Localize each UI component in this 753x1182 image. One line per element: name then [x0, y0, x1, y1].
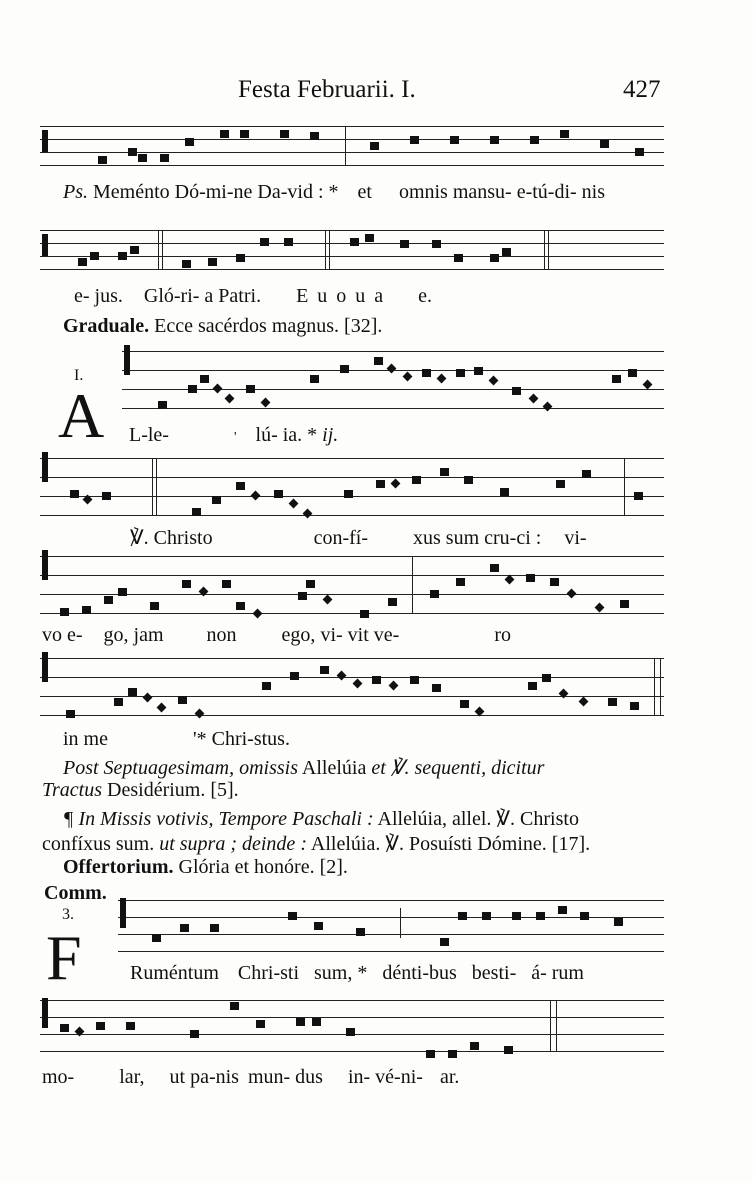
- neume-note: [450, 136, 459, 144]
- neume-diamond: [303, 509, 313, 519]
- neume-diamond: [213, 384, 223, 394]
- neume-note: [98, 156, 107, 164]
- neume-note: [126, 1022, 135, 1030]
- neume-note: [190, 1030, 199, 1038]
- neume-diamond: [387, 364, 397, 374]
- music-staff-3: [122, 345, 664, 411]
- neume-note: [118, 588, 127, 596]
- neume-note: [128, 688, 137, 696]
- neume-note: [104, 596, 113, 604]
- music-staff-2: [40, 230, 664, 270]
- neume-diamond: [389, 681, 399, 691]
- neume-note: [474, 367, 483, 375]
- neume-note: [350, 238, 359, 246]
- communio-initial: F: [46, 922, 82, 993]
- neume-note: [306, 580, 315, 588]
- staff-line: [40, 230, 664, 231]
- neume-note: [114, 698, 123, 706]
- neume-note: [60, 1024, 69, 1032]
- bar-line: [660, 658, 661, 716]
- neume-note: [260, 238, 269, 246]
- music-staff-1: [40, 126, 664, 166]
- neume-note: [454, 254, 463, 262]
- staff-line: [122, 408, 664, 409]
- neume-note: [182, 260, 191, 268]
- neume-note: [410, 136, 419, 144]
- neume-note: [614, 918, 623, 926]
- neume-note: [102, 492, 111, 500]
- neume-note: [208, 258, 217, 266]
- neume-note: [600, 140, 609, 148]
- neume-note: [430, 590, 439, 598]
- neume-diamond: [157, 703, 167, 713]
- neume-note: [365, 234, 374, 242]
- neume-note: [222, 580, 231, 588]
- neume-note: [200, 375, 209, 383]
- neume-note: [458, 912, 467, 920]
- neume-note: [246, 385, 255, 393]
- neume-diamond: [391, 479, 401, 489]
- bar-line: [624, 458, 625, 516]
- neume-note: [356, 928, 365, 936]
- bar-line: [548, 230, 549, 270]
- neume-diamond: [261, 398, 271, 408]
- neume-note: [60, 608, 69, 616]
- lyric-line-6: in me '* Chri-stus.: [63, 728, 290, 750]
- neume-diamond: [337, 671, 347, 681]
- neume-note: [612, 375, 621, 383]
- clef-mark: [120, 898, 126, 928]
- staff-line: [40, 1017, 664, 1018]
- music-staff-5: [40, 550, 664, 616]
- neume-note: [536, 912, 545, 920]
- music-staff-8: [40, 998, 664, 1064]
- neume-diamond: [437, 374, 447, 384]
- bar-line: [654, 658, 655, 716]
- neume-note: [128, 148, 137, 156]
- neume-diamond: [529, 394, 539, 404]
- neume-note: [310, 375, 319, 383]
- neume-note: [512, 912, 521, 920]
- neume-note: [82, 606, 91, 614]
- neume-diamond: [289, 499, 299, 509]
- neume-note: [212, 496, 221, 504]
- rubric-votive: ¶ In Missis votivis, Tempore Paschali : Allelúia, allel. ℣. Christo: [63, 808, 579, 830]
- neume-diamond: [195, 709, 205, 719]
- neume-note: [312, 1018, 321, 1026]
- neume-note: [372, 676, 381, 684]
- neume-note: [370, 142, 379, 150]
- staff-line: [40, 165, 664, 166]
- neume-note: [344, 490, 353, 498]
- neume-note: [460, 700, 469, 708]
- neume-note: [314, 922, 323, 930]
- neume-note: [440, 468, 449, 476]
- bar-line: [550, 1000, 551, 1052]
- neume-note: [296, 1018, 305, 1026]
- bar-line: [329, 230, 330, 270]
- bar-line: [158, 230, 159, 270]
- bar-line: [345, 126, 346, 166]
- neume-note: [185, 138, 194, 146]
- neume-note: [490, 254, 499, 262]
- neume-note: [360, 610, 369, 618]
- staff-line: [40, 658, 664, 659]
- clef-mark: [42, 452, 48, 482]
- neume-note: [634, 492, 643, 500]
- staff-line: [118, 951, 664, 952]
- alleluia-number: I.: [74, 367, 84, 384]
- neume-note: [178, 696, 187, 704]
- neume-note: [580, 912, 589, 920]
- clef-mark: [42, 130, 48, 152]
- graduale-line: Graduale. Ecce sacérdos magnus. [32].: [63, 315, 383, 337]
- neume-note: [470, 1042, 479, 1050]
- staff-line: [118, 900, 664, 901]
- neume-note: [240, 130, 249, 138]
- music-staff-7: [118, 898, 664, 964]
- neume-note: [290, 672, 299, 680]
- neume-note: [400, 240, 409, 248]
- neume-note: [236, 602, 245, 610]
- neume-diamond: [643, 380, 653, 390]
- clef-mark: [42, 234, 48, 256]
- staff-line: [40, 458, 664, 459]
- rubric-tractus: Tractus Desidérium. [5].: [42, 779, 239, 801]
- neume-diamond: [595, 603, 605, 613]
- staff-line: [40, 269, 664, 270]
- neume-note: [152, 934, 161, 942]
- clef-mark: [42, 550, 48, 580]
- neume-diamond: [253, 609, 263, 619]
- neume-note: [620, 600, 629, 608]
- staff-line: [122, 351, 664, 352]
- lyric-line-8: mo- lar, ut pa-nis mun- dus in- vé-ni- ar.: [42, 1066, 460, 1088]
- bar-line: [156, 458, 157, 516]
- neume-diamond: [251, 491, 261, 501]
- neume-diamond: [489, 376, 499, 386]
- staff-line: [40, 575, 664, 576]
- neume-note: [188, 385, 197, 393]
- neume-note: [432, 240, 441, 248]
- neume-note: [556, 480, 565, 488]
- lyric-line-1: Ps. Meménto Dó-mi-ne Da-vid : * et omnis mansu- e-tú-di- nis: [63, 181, 606, 203]
- staff-line: [40, 677, 664, 678]
- neume-note: [340, 365, 349, 373]
- neume-note: [346, 1028, 355, 1036]
- staff-line: [40, 556, 664, 557]
- music-staff-4: [40, 452, 664, 518]
- neume-note: [280, 130, 289, 138]
- clef-mark: [42, 652, 48, 682]
- neume-note: [530, 136, 539, 144]
- neume-diamond: [353, 679, 363, 689]
- offertorium-line: Offertorium. Glória et honóre. [2].: [63, 856, 348, 878]
- neume-note: [630, 702, 639, 710]
- lyric-line-5: vo e- go, jam non ego, vi- vit ve- ro: [42, 624, 511, 646]
- clef-mark: [124, 345, 130, 375]
- neume-note: [70, 490, 79, 498]
- page-title: Festa Februarii. I.: [238, 76, 416, 103]
- staff-line: [122, 389, 664, 390]
- neume-note: [158, 401, 167, 409]
- bar-line: [400, 908, 401, 938]
- neume-note: [542, 674, 551, 682]
- neume-note: [182, 580, 191, 588]
- neume-note: [490, 564, 499, 572]
- staff-line: [40, 715, 664, 716]
- neume-note: [502, 248, 511, 256]
- communio-number: 3.: [62, 906, 74, 923]
- staff-line: [118, 934, 664, 935]
- staff-line: [40, 139, 664, 140]
- neume-note: [192, 508, 201, 516]
- neume-note: [440, 938, 449, 946]
- neume-note: [376, 480, 385, 488]
- neume-note: [550, 578, 559, 586]
- neume-note: [426, 1050, 435, 1058]
- neume-note: [456, 578, 465, 586]
- neume-note: [310, 132, 319, 140]
- neume-note: [160, 154, 169, 162]
- neume-note: [560, 130, 569, 138]
- neume-note: [512, 387, 521, 395]
- neume-note: [256, 1020, 265, 1028]
- neume-note: [582, 470, 591, 478]
- neume-diamond: [403, 372, 413, 382]
- neume-diamond: [567, 589, 577, 599]
- neume-note: [150, 602, 159, 610]
- staff-line: [40, 1051, 664, 1052]
- staff-line: [40, 696, 664, 697]
- bar-line: [325, 230, 326, 270]
- bar-line: [556, 1000, 557, 1052]
- neume-note: [635, 148, 644, 156]
- neume-note: [96, 1022, 105, 1030]
- neume-note: [504, 1046, 513, 1054]
- neume-diamond: [323, 595, 333, 605]
- music-staff-6: [40, 652, 664, 718]
- neume-diamond: [225, 394, 235, 404]
- neume-note: [288, 912, 297, 920]
- bar-line: [152, 458, 153, 516]
- neume-note: [500, 488, 509, 496]
- rubric-votive-cont: confíxus sum. ut supra ; deinde : Allelúia. ℣. Posuísti Dómine. [17].: [42, 833, 591, 855]
- staff-line: [40, 126, 664, 127]
- staff-line: [40, 477, 664, 478]
- neume-note: [220, 130, 229, 138]
- neume-note: [180, 924, 189, 932]
- neume-note: [298, 592, 307, 600]
- neume-note: [262, 682, 271, 690]
- neume-note: [66, 710, 75, 718]
- bar-line: [412, 556, 413, 614]
- neume-note: [284, 238, 293, 246]
- staff-line: [40, 613, 664, 614]
- clef-mark: [42, 998, 48, 1028]
- lyric-line-7: Ruméntum Chri-sti sum, * dénti-bus besti- á- rum: [130, 962, 584, 984]
- neume-diamond: [579, 697, 589, 707]
- staff-line: [40, 256, 664, 257]
- neume-note: [526, 574, 535, 582]
- neume-diamond: [143, 693, 153, 703]
- neume-diamond: [543, 402, 553, 412]
- neume-note: [320, 666, 329, 674]
- neume-note: [448, 1050, 457, 1058]
- neume-note: [628, 369, 637, 377]
- neume-note: [118, 252, 127, 260]
- bar-line: [544, 230, 545, 270]
- neume-note: [274, 490, 283, 498]
- communio-label: Comm.: [44, 882, 107, 904]
- neume-note: [490, 136, 499, 144]
- neume-note: [78, 258, 87, 266]
- neume-note: [482, 912, 491, 920]
- neume-note: [130, 246, 139, 254]
- neume-note: [456, 369, 465, 377]
- staff-line: [40, 1000, 664, 1001]
- neume-note: [608, 698, 617, 706]
- lyric-line-3: L-le- ' lú- ia. * ij.: [129, 424, 339, 446]
- neume-note: [388, 598, 397, 606]
- bar-line: [162, 230, 163, 270]
- neume-note: [210, 924, 219, 932]
- neume-note: [410, 676, 419, 684]
- lyric-line-4: ℣. Christo con-fí- xus sum cru-ci : vi-: [130, 527, 587, 549]
- neume-note: [422, 369, 431, 377]
- neume-note: [236, 254, 245, 262]
- neume-note: [464, 476, 473, 484]
- page-number: 427: [623, 76, 661, 103]
- alleluia-initial: A: [58, 380, 105, 451]
- neume-note: [528, 682, 537, 690]
- neume-note: [558, 906, 567, 914]
- neume-diamond: [505, 575, 515, 585]
- neume-note: [432, 684, 441, 692]
- neume-note: [374, 357, 383, 365]
- lyric-line-2: e- jus. Gló-ri- a Patri. E u o u a e.: [74, 285, 433, 307]
- neume-note: [412, 476, 421, 484]
- staff-line: [40, 515, 664, 516]
- neume-note: [236, 482, 245, 490]
- neume-note: [90, 252, 99, 260]
- rubric-post-septuagesimam: Post Septuagesimam, omissis Allelúia et ℣. sequenti, dicitur: [63, 757, 545, 779]
- neume-note: [138, 154, 147, 162]
- neume-note: [230, 1002, 239, 1010]
